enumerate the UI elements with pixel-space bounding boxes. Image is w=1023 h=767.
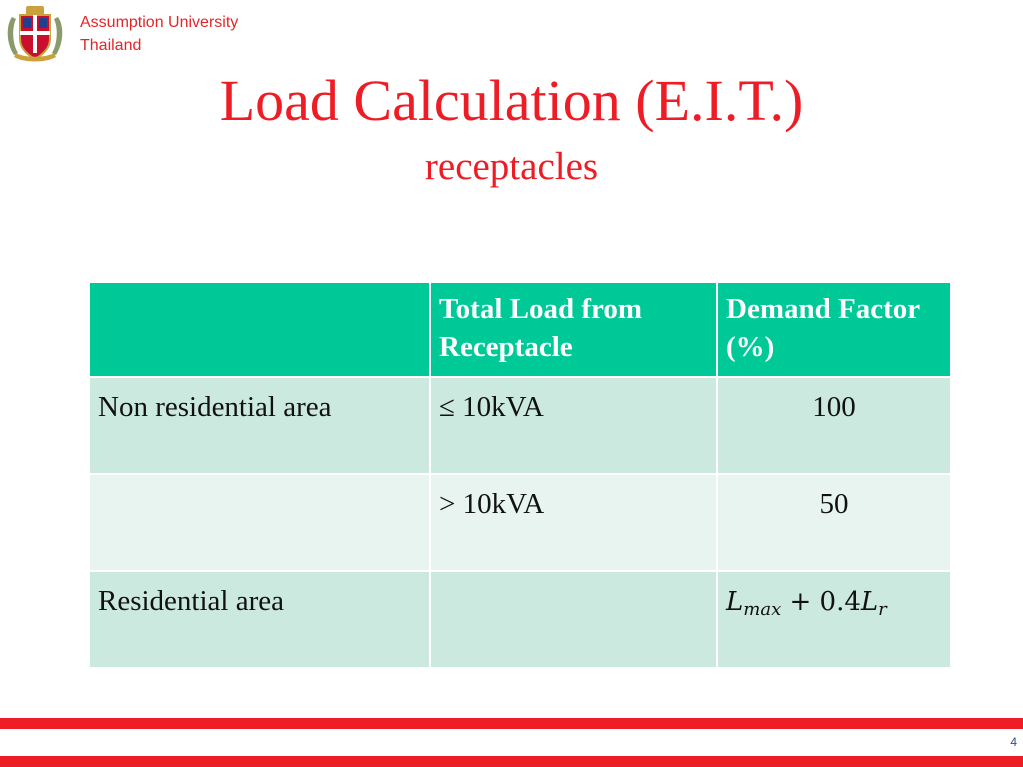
slide-subtitle: receptacles: [424, 145, 599, 188]
header-area: [89, 282, 430, 377]
cell-factor: 100: [717, 377, 951, 474]
formula-term1-sub: max: [743, 599, 782, 620]
formula-term2-base: L: [860, 587, 879, 617]
cell-load: ≤ 10kVA: [430, 377, 717, 474]
table-row: [89, 571, 951, 668]
cell-load: [430, 571, 717, 668]
slide-title: Load Calculation (E.I.T.): [219, 68, 804, 133]
cell-area: [89, 474, 430, 571]
university-name-line1: Assumption University: [80, 14, 239, 31]
university-name: [80, 11, 238, 57]
footer-red-bar: [0, 718, 1023, 729]
load-table: [88, 281, 952, 669]
university-crest-icon: [4, 3, 66, 65]
table-row: [89, 474, 951, 571]
table-header-row: [89, 282, 951, 377]
cell-area: Residential area: [89, 571, 430, 668]
formula-term2-sub: r: [878, 599, 887, 620]
cell-load: > 10kVA: [430, 474, 717, 571]
demand-formula: [726, 587, 887, 620]
formula-term1-base: L: [726, 587, 744, 617]
header-total-load: Total Load from Receptacle: [430, 282, 717, 377]
page-number: 4: [1010, 735, 1017, 749]
cell-area: Non residential area: [89, 377, 430, 474]
header-demand-factor: Demand Factor (%): [717, 282, 951, 377]
footer-red-bar-bottom: [0, 756, 1023, 767]
formula-operator: + 0.4: [789, 587, 861, 617]
cell-factor-formula: [717, 571, 951, 668]
cell-factor: 50: [717, 474, 951, 571]
table-row: [89, 377, 951, 474]
university-name-line2: Thailand: [80, 37, 142, 54]
